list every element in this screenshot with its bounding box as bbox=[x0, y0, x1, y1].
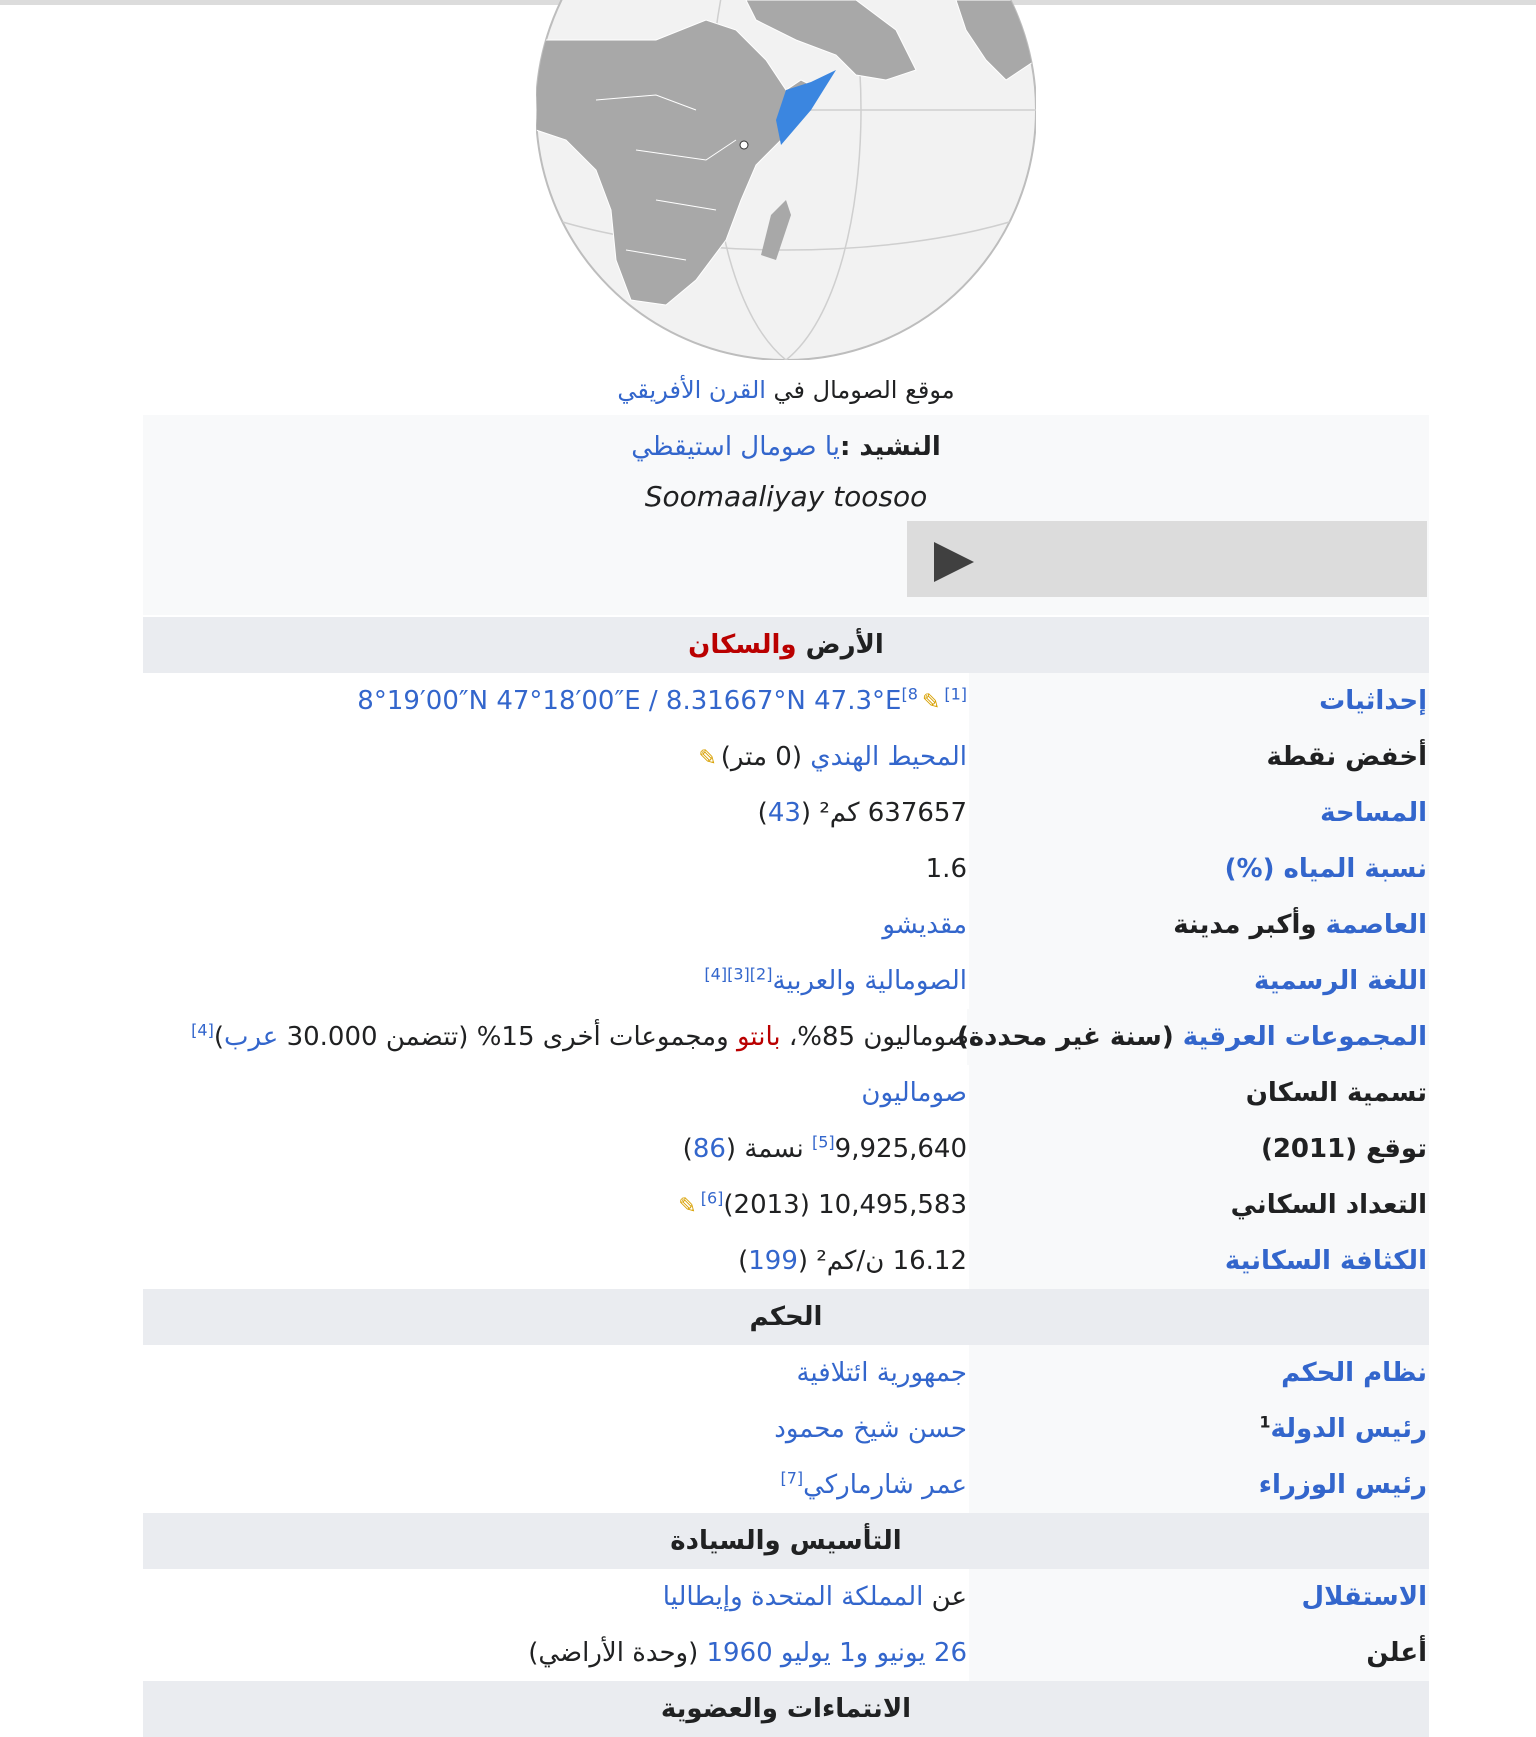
declared-note: (وحدة الأراضي) bbox=[528, 1638, 707, 1668]
lowest-point-height: (0 متر) bbox=[720, 742, 811, 772]
president-note: 1 bbox=[1259, 1412, 1271, 1432]
coordinates-value bbox=[143, 673, 967, 729]
bantu-link[interactable]: بانتو bbox=[736, 1022, 781, 1052]
estimate-unit: نسمة ( bbox=[725, 1134, 812, 1164]
census-number: 10,495,583 (2013) bbox=[723, 1190, 967, 1220]
coordinates-label[interactable]: إحداثيات bbox=[969, 673, 1429, 729]
pm-value bbox=[143, 1457, 967, 1513]
section-government: الحكم bbox=[143, 1289, 1429, 1345]
population-link[interactable]: والسكان bbox=[688, 630, 797, 660]
row-declared bbox=[143, 1625, 1429, 1681]
president-label bbox=[969, 1401, 1429, 1457]
horn-of-africa-link[interactable]: القرن الأفريقي bbox=[617, 376, 766, 404]
capital-link[interactable]: العاصمة bbox=[1325, 910, 1427, 940]
ref-8[interactable]: [8 bbox=[901, 684, 918, 704]
row-density bbox=[143, 1233, 1429, 1289]
density-paren: ) bbox=[738, 1246, 749, 1276]
capital-value bbox=[143, 897, 967, 953]
row-coordinates bbox=[143, 673, 1429, 729]
independence-value bbox=[143, 1569, 967, 1625]
president-value bbox=[143, 1401, 967, 1457]
density-number: 16.12 ن/كم² ( bbox=[797, 1246, 967, 1276]
row-independence bbox=[143, 1569, 1429, 1625]
row-water bbox=[143, 841, 1429, 897]
lowest-point-value bbox=[143, 729, 967, 785]
row-capital bbox=[143, 897, 1429, 953]
hassan-sheikh-link[interactable]: حسن شيخ محمود bbox=[774, 1414, 967, 1444]
row-census bbox=[143, 1177, 1429, 1233]
play-icon[interactable] bbox=[934, 542, 974, 582]
area-rank-link[interactable]: 43 bbox=[767, 798, 801, 828]
president-link[interactable]: رئيس الدولة bbox=[1270, 1414, 1427, 1444]
section-memberships: الانتماءات والعضوية bbox=[143, 1681, 1429, 1737]
government-label[interactable]: نظام الحكم bbox=[969, 1345, 1429, 1401]
density-label[interactable]: الكثافة السكانية bbox=[969, 1233, 1429, 1289]
ethnic-text-2: ومجموعات أخرى 15% (تتضمن 30.000 bbox=[278, 1022, 737, 1052]
area-value bbox=[143, 785, 967, 841]
estimate-label: توقع (2011) bbox=[969, 1121, 1429, 1177]
languages-link[interactable]: الصومالية والعربية bbox=[772, 966, 967, 996]
government-value bbox=[143, 1345, 967, 1401]
declared-label: أعلن bbox=[969, 1625, 1429, 1681]
density-rank-link[interactable]: 199 bbox=[748, 1246, 798, 1276]
estimate-value bbox=[143, 1121, 967, 1177]
capital-label-rest: وأكبر مدينة bbox=[1173, 910, 1326, 940]
ref-4[interactable]: [4] bbox=[191, 1020, 214, 1040]
pm-label[interactable]: رئيس الوزراء bbox=[969, 1457, 1429, 1513]
ethnic-label-rest: (سنة غير محددة) bbox=[956, 1022, 1183, 1052]
indian-ocean-link[interactable]: المحيط الهندي bbox=[810, 742, 967, 772]
section-founding: التأسيس والسيادة bbox=[143, 1513, 1429, 1569]
anthem-link[interactable]: يا صومال استيقظي bbox=[631, 432, 840, 462]
independence-from: عن bbox=[923, 1582, 967, 1612]
ethnic-label bbox=[956, 1009, 1429, 1065]
estimate-rank-link[interactable]: 86 bbox=[692, 1134, 726, 1164]
audio-player[interactable] bbox=[907, 521, 1427, 597]
anthem-label: النشيد : bbox=[839, 432, 941, 462]
area-label[interactable]: المساحة bbox=[969, 785, 1429, 841]
water-label[interactable]: نسبة المياه (%) bbox=[969, 841, 1429, 897]
ethnic-text-1: صوماليون 85%، bbox=[780, 1022, 969, 1052]
row-demonym bbox=[143, 1065, 1429, 1121]
pencil-icon[interactable]: ✎ bbox=[678, 1194, 697, 1219]
ref-6[interactable]: [6] bbox=[700, 1188, 724, 1208]
map-caption bbox=[143, 370, 1429, 410]
pencil-icon[interactable]: ✎ bbox=[698, 746, 717, 771]
demonym-value bbox=[143, 1065, 967, 1121]
independence-date-link[interactable]: 26 يونيو و1 يوليو 1960 bbox=[706, 1638, 967, 1668]
caption-text: موقع الصومال في bbox=[765, 376, 955, 404]
anthem-native-name: Soomaaliyay toosoo bbox=[644, 480, 928, 513]
ethnic-text-3: ) bbox=[213, 1022, 224, 1052]
area-text: 637657 كم² ( bbox=[800, 798, 967, 828]
language-label[interactable]: اللغة الرسمية bbox=[969, 953, 1429, 1009]
row-ethnic-groups bbox=[143, 1009, 1429, 1065]
arabs-link[interactable]: عرب bbox=[223, 1022, 279, 1052]
demonym-label: تسمية السكان bbox=[969, 1065, 1429, 1121]
federal-republic-link[interactable]: جمهورية ائتلافية bbox=[796, 1358, 967, 1388]
language-refs[interactable]: [2][3][4] bbox=[704, 964, 773, 984]
anthem-block bbox=[143, 415, 1429, 615]
estimate-number: 9,925,640 bbox=[834, 1134, 967, 1164]
census-value bbox=[143, 1177, 967, 1233]
row-population-estimate bbox=[143, 1121, 1429, 1177]
ref-5[interactable]: [5] bbox=[811, 1132, 835, 1152]
coordinates-link[interactable]: 8°19′00″N 47°18′00″E / 8.31667°N 47.3°E bbox=[357, 686, 902, 716]
section-land-population bbox=[143, 617, 1429, 673]
row-government-type bbox=[143, 1345, 1429, 1401]
lowest-point-label: أخفض نقطة bbox=[969, 729, 1429, 785]
section-land-text: الأرض bbox=[796, 630, 884, 660]
declared-value bbox=[143, 1625, 967, 1681]
ref-7[interactable]: [7] bbox=[780, 1468, 804, 1488]
locator-map bbox=[536, 0, 1036, 360]
ref-1[interactable]: [1] bbox=[944, 684, 967, 704]
mogadishu-link[interactable]: مقديشو bbox=[882, 910, 967, 940]
independence-label[interactable]: الاستقلال bbox=[969, 1569, 1429, 1625]
water-value: 1.6 bbox=[925, 854, 967, 884]
demonym-link[interactable]: صوماليون bbox=[861, 1078, 967, 1108]
globe-icon bbox=[536, 0, 1036, 360]
language-value bbox=[143, 953, 967, 1009]
row-lowest-point bbox=[143, 729, 1429, 785]
density-value bbox=[143, 1233, 967, 1289]
anthem-title bbox=[143, 427, 1429, 467]
sharmarke-link[interactable]: عمر شارماركي bbox=[803, 1470, 967, 1500]
census-label: التعداد السكاني bbox=[969, 1177, 1429, 1233]
row-language bbox=[143, 953, 1429, 1009]
ethnic-value bbox=[145, 1009, 969, 1065]
row-area bbox=[143, 785, 1429, 841]
uk-italy-link[interactable]: المملكة المتحدة وإيطاليا bbox=[662, 1582, 924, 1612]
pencil-icon[interactable]: ✎ bbox=[921, 690, 941, 715]
row-prime-minister bbox=[143, 1457, 1429, 1513]
capital-label bbox=[969, 897, 1429, 953]
ethnic-link[interactable]: المجموعات العرقية bbox=[1182, 1022, 1427, 1052]
row-head-of-state bbox=[143, 1401, 1429, 1457]
estimate-paren: ) bbox=[682, 1134, 693, 1164]
area-paren: ) bbox=[757, 798, 768, 828]
